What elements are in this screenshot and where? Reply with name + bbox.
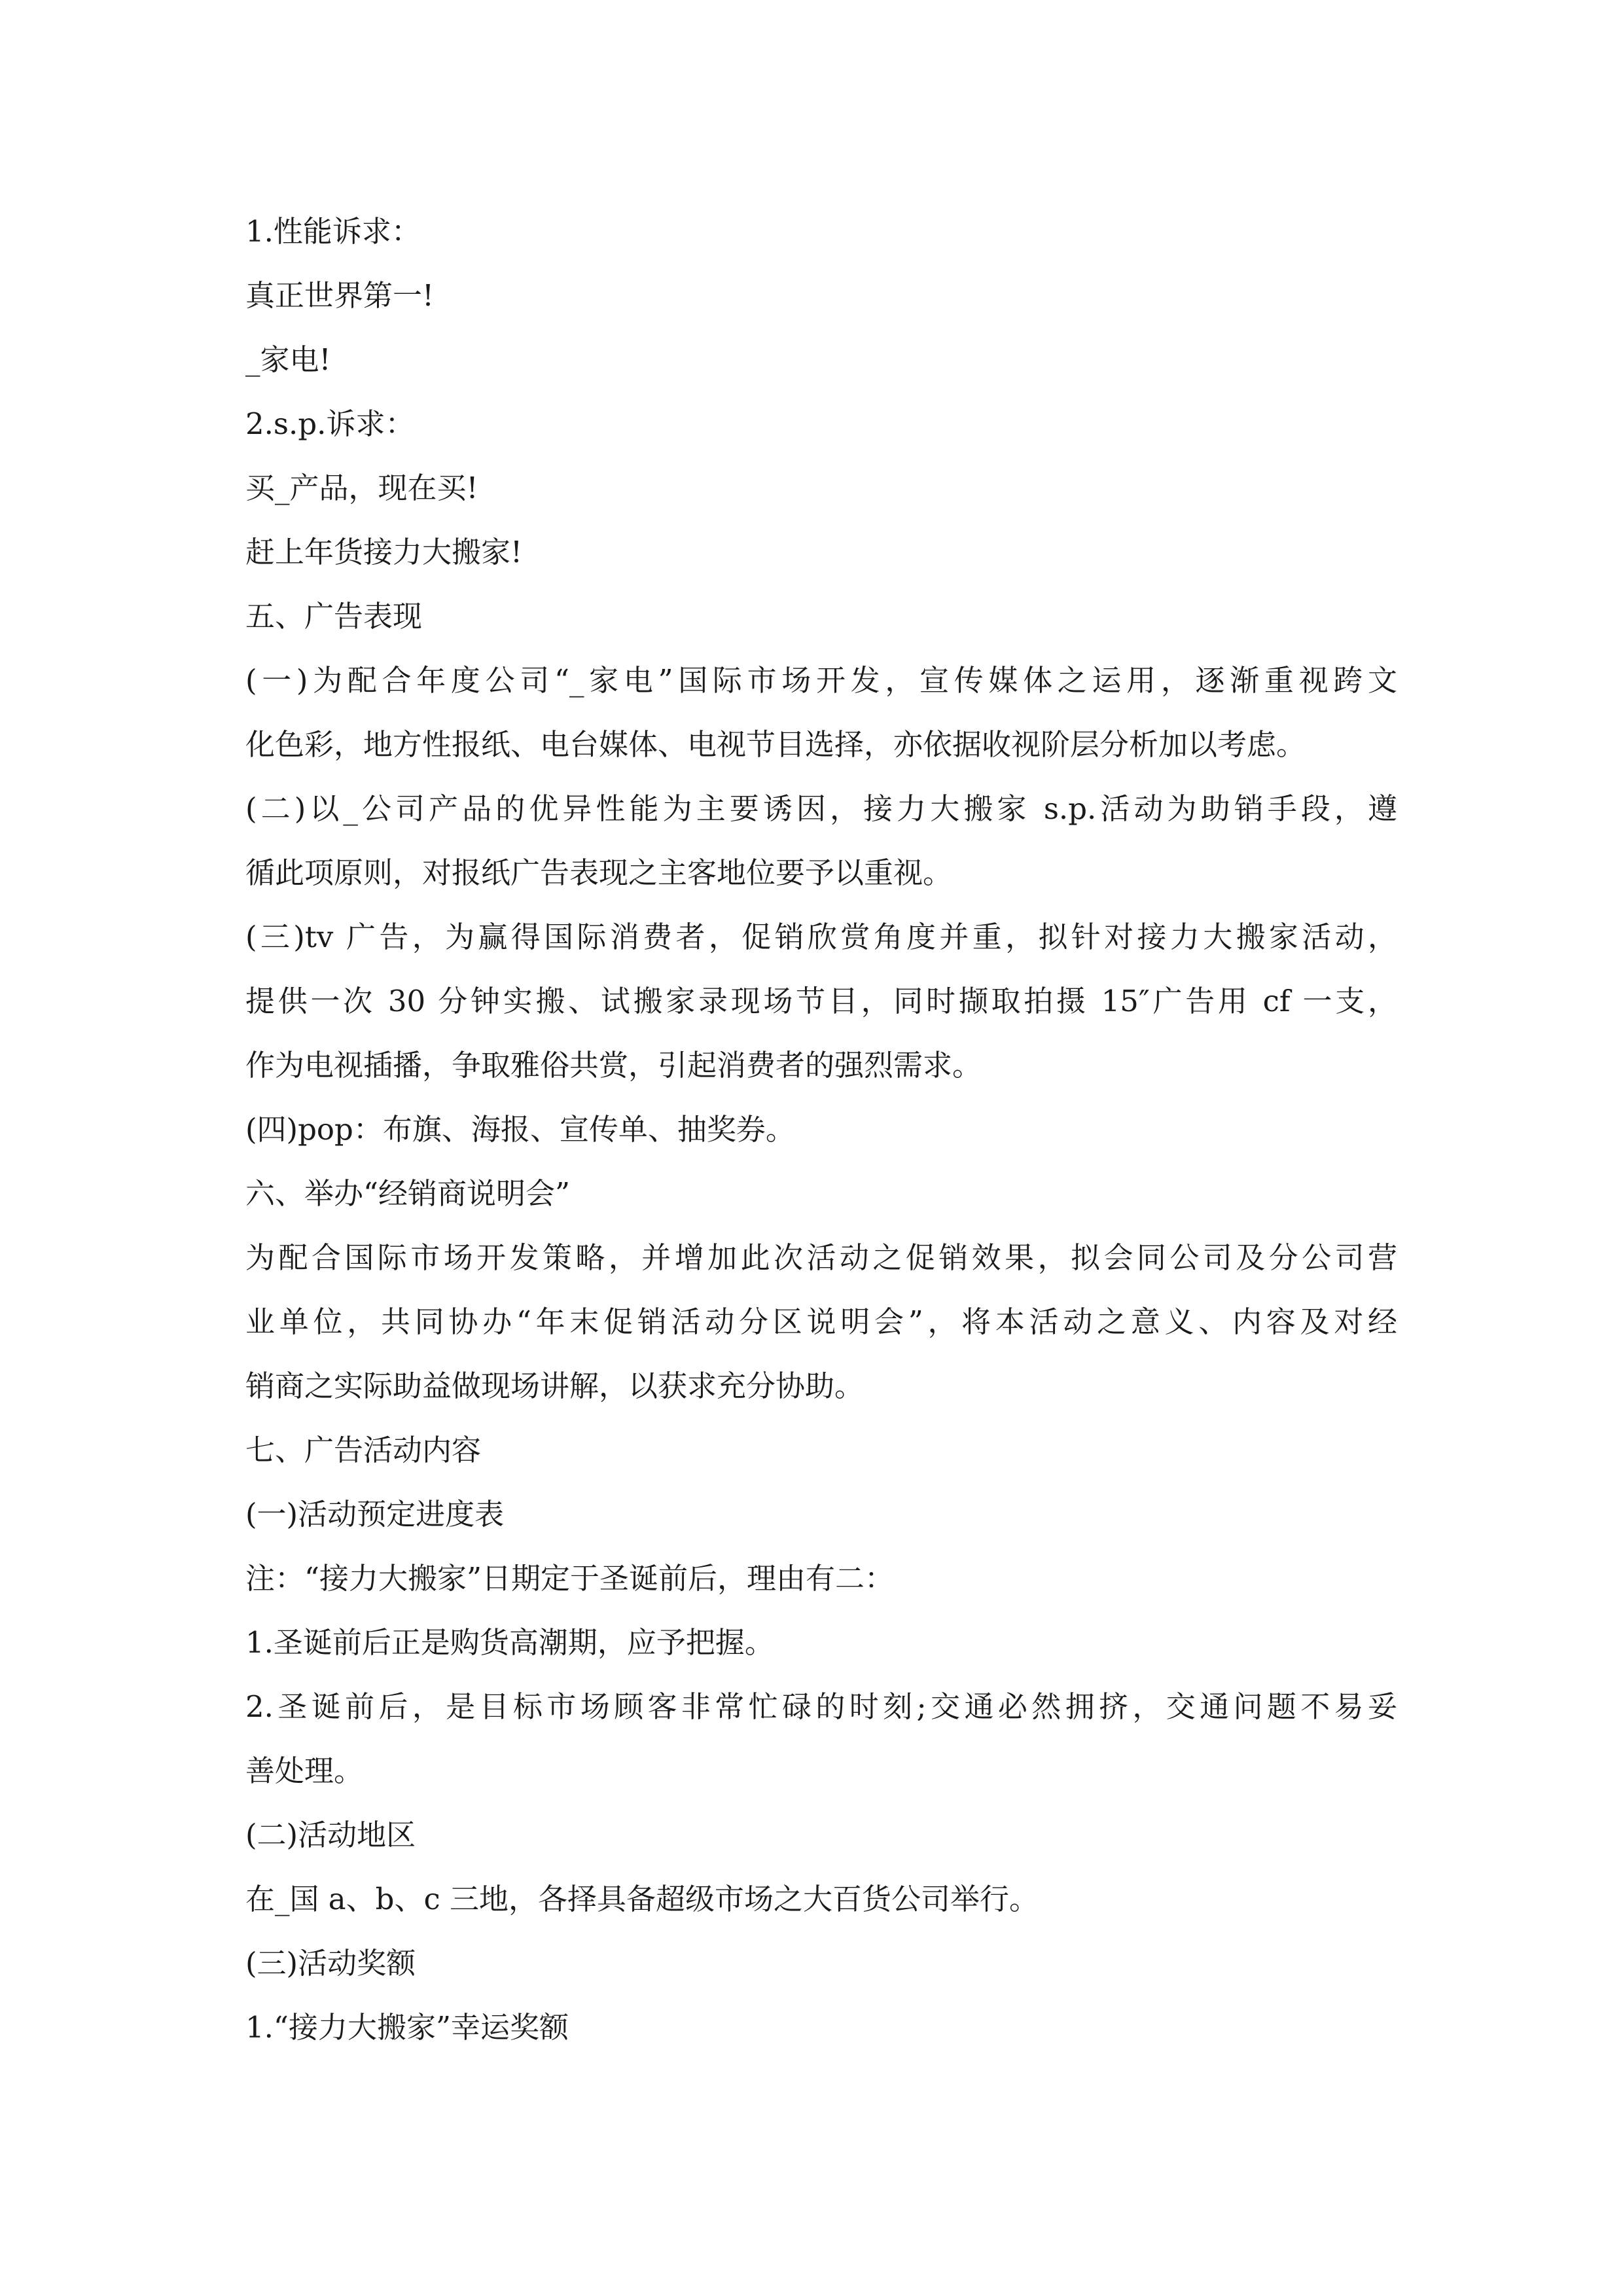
text-line: 为配合国际市场开发策略，并增加此次活动之促销效果，拟会同公司及分公司营 xyxy=(245,1240,1397,1275)
text-line: 销商之实际助益做现场讲解，以获求充分协助。 xyxy=(245,1369,865,1403)
document-body xyxy=(245,200,1397,2060)
text-line: 1.圣诞前后正是购货高潮期，应予把握。 xyxy=(245,1625,774,1660)
text-line: (一)活动预定进度表 xyxy=(245,1497,505,1532)
text-line: (一)为配合年度公司“_家电”国际市场开发，宣传媒体之运用，逐渐重视跨文 xyxy=(245,663,1397,698)
text-line: 五、广告表现 xyxy=(245,599,423,634)
text-line: (三)活动奖额 xyxy=(245,1946,416,1981)
text-line: 化色彩，地方性报纸、电台媒体、电视节目选择，亦依据收视阶层分析加以考虑。 xyxy=(245,727,1306,762)
text-line: (二)活动地区 xyxy=(245,1818,416,1852)
text-line: _家电! xyxy=(245,342,331,377)
text-line: 在_国 a、b、c 三地，各择具备超级市场之大百货公司举行。 xyxy=(245,1882,1039,1916)
text-line: 作为电视插播，争取雅俗共赏，引起消费者的强烈需求。 xyxy=(245,1048,982,1083)
text-line: 六、举办“经销商说明会” xyxy=(245,1176,571,1211)
text-line: (四)pop：布旗、海报、宣传单、抽奖券。 xyxy=(245,1112,795,1147)
text-line: 2.s.p.诉求： xyxy=(245,406,415,441)
text-line: (三)tv 广告，为赢得国际消费者，促销欣赏角度并重，拟针对接力大搬家活动， xyxy=(245,920,1397,954)
text-line: 1.性能诉求： xyxy=(245,214,421,249)
text-line: 真正世界第一! xyxy=(245,278,435,313)
text-line: 1.“接力大搬家”幸运奖额 xyxy=(245,2010,569,2045)
text-line: (二)以_公司产品的优异性能为主要诱因，接力大搬家 s.p.活动为助销手段，遵 xyxy=(245,791,1397,826)
text-line: 七、广告活动内容 xyxy=(245,1433,482,1467)
text-line: 买_产品，现在买! xyxy=(245,471,478,505)
text-line: 循此项原则，对报纸广告表现之主客地位要予以重视。 xyxy=(245,855,953,890)
text-line: 2.圣诞前后，是目标市场顾客非常忙碌的时刻;交通必然拥挤，交通问题不易妥 xyxy=(245,1689,1397,1724)
text-line: 赶上年货接力大搬家! xyxy=(245,535,523,569)
text-line: 提供一次 30 分钟实搬、试搬家录现场节目，同时撷取拍摄 15″广告用 cf 一支， xyxy=(245,984,1397,1018)
text-line: 善处理。 xyxy=(245,1753,364,1788)
text-line: 业单位，共同协办“年末促销活动分区说明会”，将本活动之意义、内容及对经 xyxy=(245,1304,1397,1339)
text-line: 注：“接力大搬家”日期定于圣诞前后，理由有二： xyxy=(245,1561,895,1596)
